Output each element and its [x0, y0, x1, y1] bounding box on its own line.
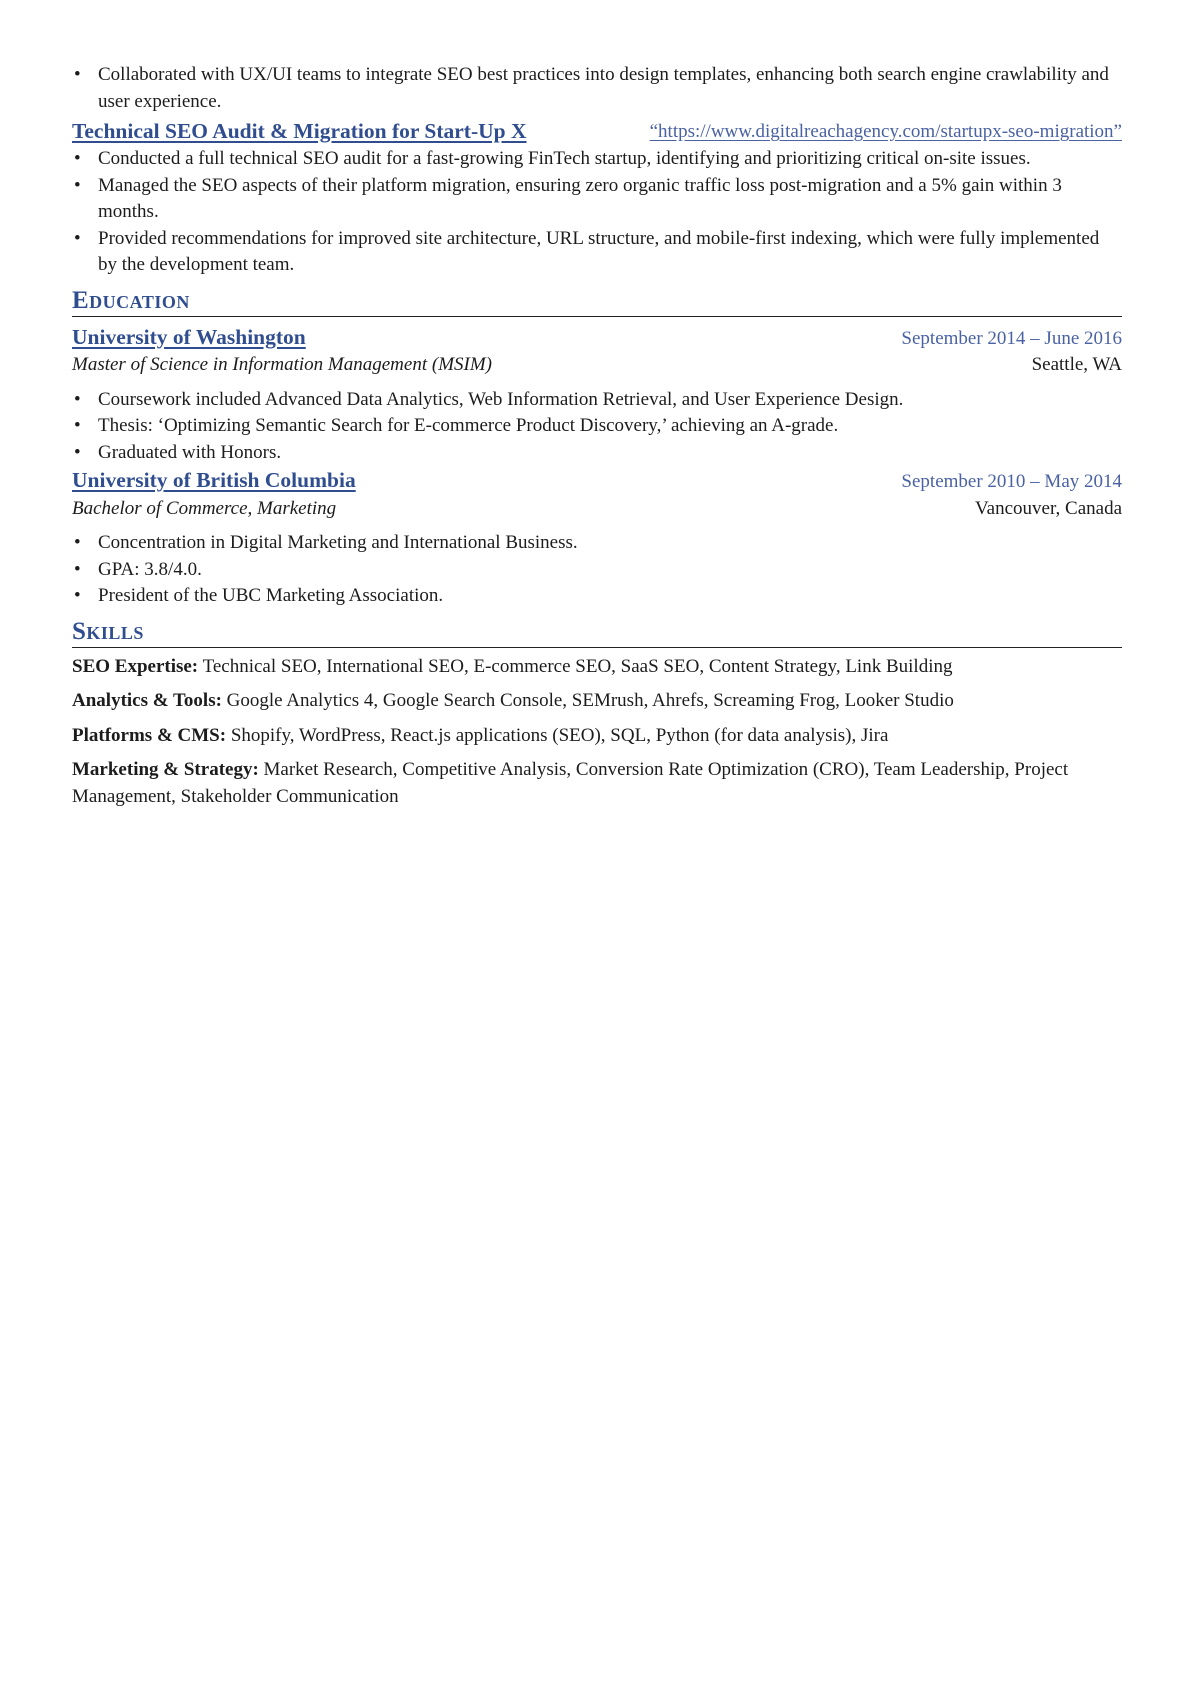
skill-label: Platforms & CMS: [72, 724, 227, 746]
project-bullets [72, 146, 1122, 279]
education-location: Vancouver, Canada [975, 497, 1122, 519]
bullet-item: • Thesis: ‘Optimizing Semantic Search for E-commerce Product Discovery,’ achieving an A-grade. [98, 413, 1122, 440]
degree: Bachelor of Commerce, Marketing [72, 497, 337, 519]
bullet-item: • Concentration in Digital Marketing and International Business. [98, 530, 1122, 557]
skill-value: Shopify, WordPress, React.js applications (SEO), SQL, Python (for data analysis), Jira [230, 724, 889, 746]
skill-row [72, 757, 1122, 810]
education-dates: September 2014 – June 2016 [901, 327, 1122, 349]
education-dates: September 2010 – May 2014 [901, 471, 1122, 492]
skill-label: SEO Expertise: [72, 655, 199, 677]
skill-row [72, 688, 1122, 715]
skill-label: Marketing & Strategy: [72, 759, 259, 780]
degree: Master of Science in Information Management (MSIM) [72, 354, 493, 375]
education-entry [72, 466, 1122, 610]
skill-label: Analytics & Tools: [72, 690, 222, 711]
bullet-item: • GPA: 3.8/4.0. [98, 557, 1122, 584]
project-url-link[interactable]: “https://www.digitalreachagency.com/startupx-seo-migration” [649, 121, 1122, 142]
bullet-item: • Graduated with Honors. [98, 440, 1122, 467]
skill-row [72, 654, 1122, 681]
resume-page [72, 62, 1122, 818]
bullet-item: • Coursework included Advanced Data Analytics, Web Information Retrieval, and User Experience Design. [98, 387, 1122, 414]
skill-value: Market Research, Competitive Analysis, Conversion Rate Optimization (CRO), Team Leadership, Project Management, Stakeholder Communication [72, 759, 1069, 807]
project-header [72, 117, 1122, 146]
education-entry [72, 323, 1122, 467]
skill-value: Google Analytics 4, Google Search Console, SEMrush, Ahrefs, Screaming Frog, Looker Studio [226, 690, 954, 711]
education-bullets [72, 387, 1122, 467]
school-name-link[interactable]: University of British Columbia [72, 468, 356, 492]
previous-project-bullets [72, 62, 1122, 115]
project-title-link[interactable]: Technical SEO Audit & Migration for Start-Up X [72, 119, 527, 143]
education-location: Seattle, WA [1031, 354, 1122, 375]
bullet-item: • Managed the SEO aspects of their platform migration, ensuring zero organic traffic loss post-migration and a 5% gain within 3 months. [98, 173, 1122, 226]
skill-value: Technical SEO, International SEO, E-commerce SEO, SaaS SEO, Content Strategy, Link Building [202, 655, 953, 677]
education-bullets [72, 530, 1122, 610]
skills-heading: Skills [72, 618, 1122, 648]
bullet-item: • Provided recommendations for improved site architecture, URL structure, and mobile-first indexing, which were fully implemented by the development team. [98, 226, 1122, 279]
skill-row [72, 723, 1122, 750]
school-name-link[interactable]: University of Washington [72, 324, 306, 349]
bullet-item: • President of the UBC Marketing Association. [98, 583, 1122, 610]
bullet-item: • Conducted a full technical SEO audit for a fast-growing FinTech startup, identifying and prioritizing critical on-site issues. [98, 146, 1122, 173]
education-heading: Education [72, 287, 1122, 317]
bullet-item: • Collaborated with UX/UI teams to integrate SEO best practices into design templates, enhancing both search engine crawlability and user experience. [98, 62, 1122, 115]
